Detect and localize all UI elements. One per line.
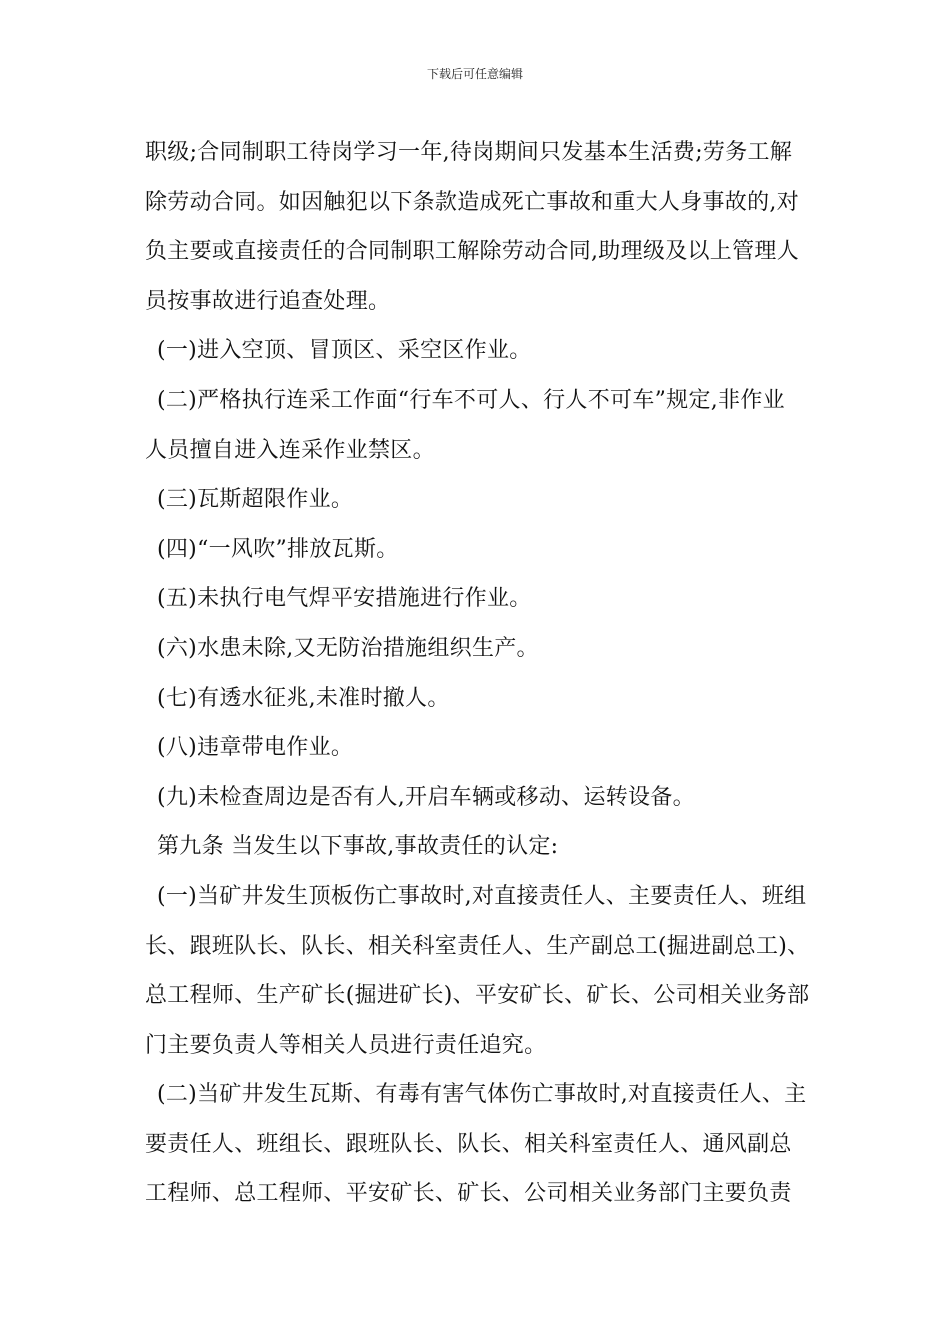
text-line: 工程师、总工程师、平安矿长、矿长、公司相关业务部门主要负责 bbox=[145, 1181, 792, 1207]
list-item: (三)瓦斯超限作业。 bbox=[157, 487, 354, 513]
list-item: (一)进入空顶、冒顶区、采空区作业。 bbox=[157, 338, 532, 364]
list-item: (七)有透水征兆,未准时撤人。 bbox=[157, 685, 450, 711]
text-line: 职级;合同制职工待岗学习一年,待岗期间只发基本生活费;劳务工解 bbox=[145, 140, 793, 165]
list-item: (二)严格执行连采工作面“行车不可人、行人不可车”规定,非作业 bbox=[157, 387, 785, 413]
list-item: (六)水患未除,又无防治措施组织生产。 bbox=[157, 635, 539, 661]
text-line: 门主要负责人等相关人员进行责任追究。 bbox=[145, 1032, 547, 1058]
list-item: (九)未检查周边是否有人,开启车辆或移动、运转设备。 bbox=[157, 784, 695, 810]
list-item: (四)“一风吹”排放瓦斯。 bbox=[157, 536, 399, 562]
list-item: (二)当矿井发生瓦斯、有毒有害气体伤亡事故时,对直接责任人、主 bbox=[157, 1082, 807, 1108]
text-line: 负主要或直接责任的合同制职工解除劳动合同,助理级及以上管理人 bbox=[145, 239, 799, 265]
list-item: (八)违章带电作业。 bbox=[157, 735, 354, 761]
text-line: 除劳动合同。如因触犯以下条款造成死亡事故和重大人身事故的,对 bbox=[145, 189, 799, 215]
text-line: 要责任人、班组长、跟班队长、队长、相关科室责任人、通风副总 bbox=[145, 1131, 792, 1157]
article-heading: 第九条 当发生以下事故,事故责任的认定: bbox=[157, 834, 559, 860]
text-line: 长、跟班队长、队长、相关科室责任人、生产副总工(掘进副总工)、 bbox=[145, 933, 810, 959]
page-header: 下载后可任意编辑 bbox=[426, 67, 523, 81]
text-line: 人员擅自进入连采作业禁区。 bbox=[145, 437, 435, 463]
list-item: (五)未执行电气焊平安措施进行作业。 bbox=[157, 586, 532, 612]
list-item: (一)当矿井发生顶板伤亡事故时,对直接责任人、主要责任人、班组 bbox=[157, 883, 807, 909]
text-line: 总工程师、生产矿长(掘进矿长)、平安矿长、矿长、公司相关业务部 bbox=[145, 983, 810, 1009]
document-body bbox=[145, 128, 810, 1219]
text-line: 员按事故进行追查处理。 bbox=[145, 288, 391, 314]
